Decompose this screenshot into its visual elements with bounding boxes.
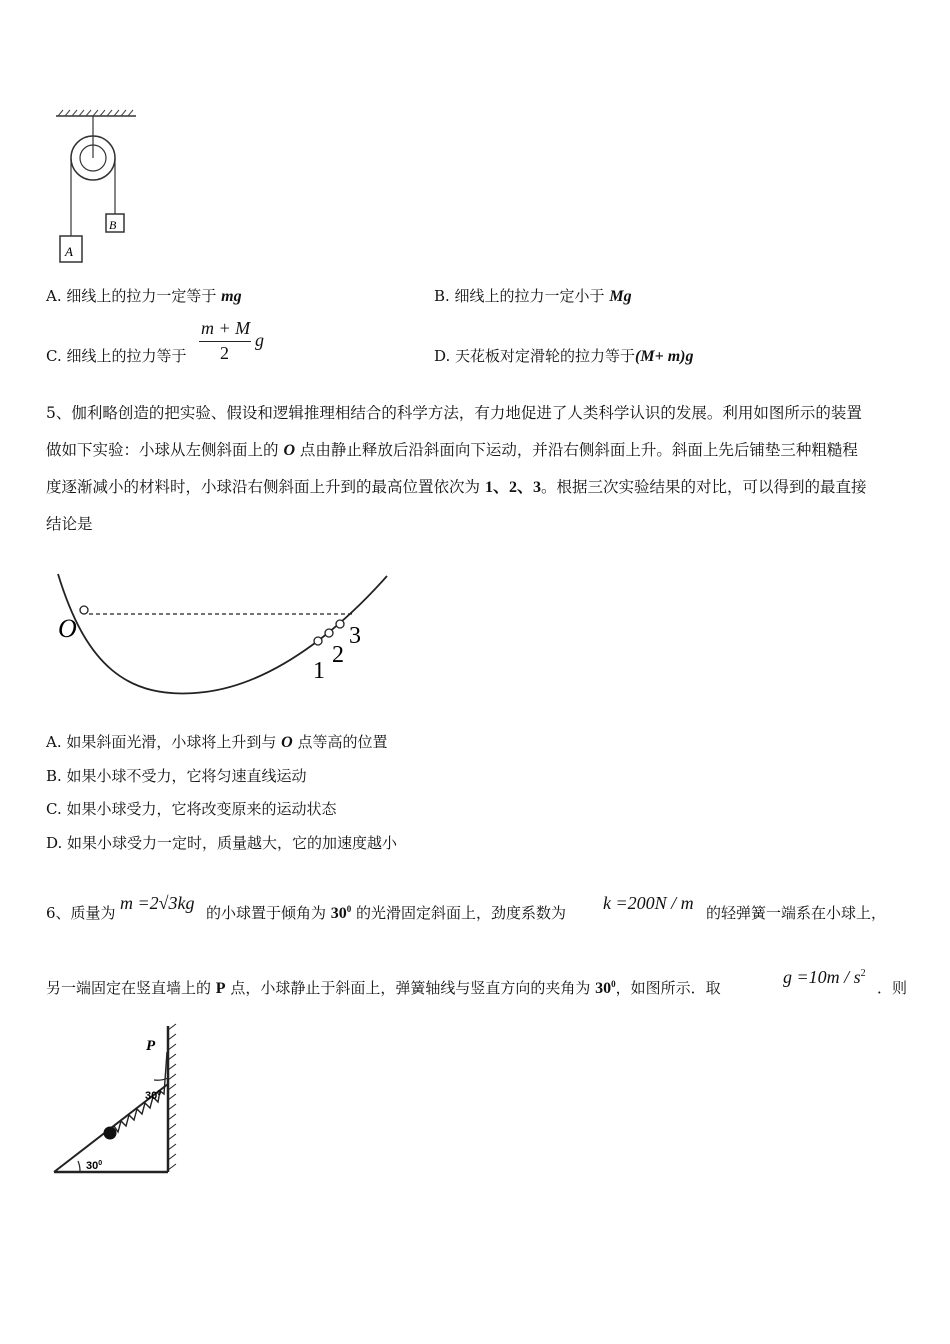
- q4-option-c-denominator: 2: [220, 343, 229, 363]
- q4-option-c-text: C. 细线上的拉力等于: [46, 347, 187, 365]
- q6-g-formula: $g =10m / s^2$: [783, 967, 866, 987]
- angle-top-label: $30^0$: [145, 1090, 162, 1102]
- q4-option-d[interactable]: [434, 345, 693, 366]
- q5-stem: [46, 395, 908, 543]
- q4-option-d-text: D. 天花板对定滑轮的拉力等于: [434, 347, 636, 365]
- q4-option-a-text: A. 细线上的拉力一定等于: [46, 287, 222, 305]
- fraction-bar: [199, 341, 251, 342]
- position-2-label: 2: [332, 642, 344, 668]
- q6-stem-line-2: 另一端固定在竖直墙上的 P 点，小球静止于斜面上，弹簧轴线与竖直方向的夹角为 $30^0$，如图所示．取: [46, 979, 721, 997]
- block-b-label: B: [109, 218, 117, 232]
- q4-option-a-math: mg: [221, 288, 242, 305]
- q4-option-a[interactable]: [46, 285, 242, 306]
- q4-option-b[interactable]: [434, 285, 632, 306]
- q6-stem-line-1-d: 的轻弹簧一端系在小球上，: [706, 904, 887, 922]
- q6-stem-line-1: 6、质量为: [46, 904, 116, 922]
- q4-option-b-text: B. 细线上的拉力一定小于: [434, 287, 610, 305]
- incline-spring-figure: [50, 1022, 190, 1182]
- q5-stem-line-2: 做如下实验：小球从左侧斜面上的 O 点由静止释放后沿斜面向下运动，并沿右侧斜面上升。斜面上先后铺垫三种粗糙程: [46, 441, 858, 459]
- q4-option-b-math: Mg: [609, 288, 632, 305]
- position-3-label: 3: [349, 623, 361, 649]
- angle-bottom-label: $30^0$: [86, 1160, 103, 1172]
- q5-stem-line-1: 5、伽利略创造的把实验、假设和逻辑推理相结合的科学方法，有力地促进了人类科学认识的发展。利用如图所示的装置: [46, 404, 862, 422]
- q4-option-d-math: (M+ m)g: [635, 348, 694, 365]
- q6-stem-line-2-d: ．则: [877, 979, 908, 997]
- q5-option-d[interactable]: D. 如果小球受力一定时，质量越大，它的加速度越小: [46, 834, 398, 852]
- position-1-label: 1: [313, 658, 325, 684]
- q4-option-c-tail: g: [255, 330, 264, 350]
- q6-k-formula: k =200N / m: [603, 893, 694, 913]
- q6-stem-line-1-b: 的小球置于倾角为 $30^0$ 的光滑固定斜面上，劲度系数为: [206, 904, 567, 922]
- q4-option-c[interactable]: [46, 345, 186, 366]
- q5-option-c[interactable]: C. 如果小球受力，它将改变原来的运动状态: [46, 800, 337, 818]
- q5-option-a[interactable]: A. 如果斜面光滑，小球将上升到与 O 点等高的位置: [46, 733, 388, 751]
- curve-figure: [55, 572, 395, 692]
- q5-option-b[interactable]: B. 如果小球不受力，它将匀速直线运动: [46, 767, 307, 785]
- point-p-label: P: [146, 1038, 156, 1054]
- q5-stem-line-4: 结论是: [46, 515, 93, 533]
- point-o-label: O: [58, 614, 77, 643]
- pulley-figure: [50, 108, 150, 268]
- q4-option-c-numerator: m + M: [201, 318, 251, 338]
- q6-mass-formula: m =2√3kg: [120, 893, 195, 913]
- block-a-label: A: [65, 244, 73, 259]
- q5-stem-line-3: 度逐渐减小的材料时，小球沿右侧斜面上升到的最高位置依次为 1、2、3。根据三次实验结果的对比，可以得到的最直接: [46, 478, 867, 496]
